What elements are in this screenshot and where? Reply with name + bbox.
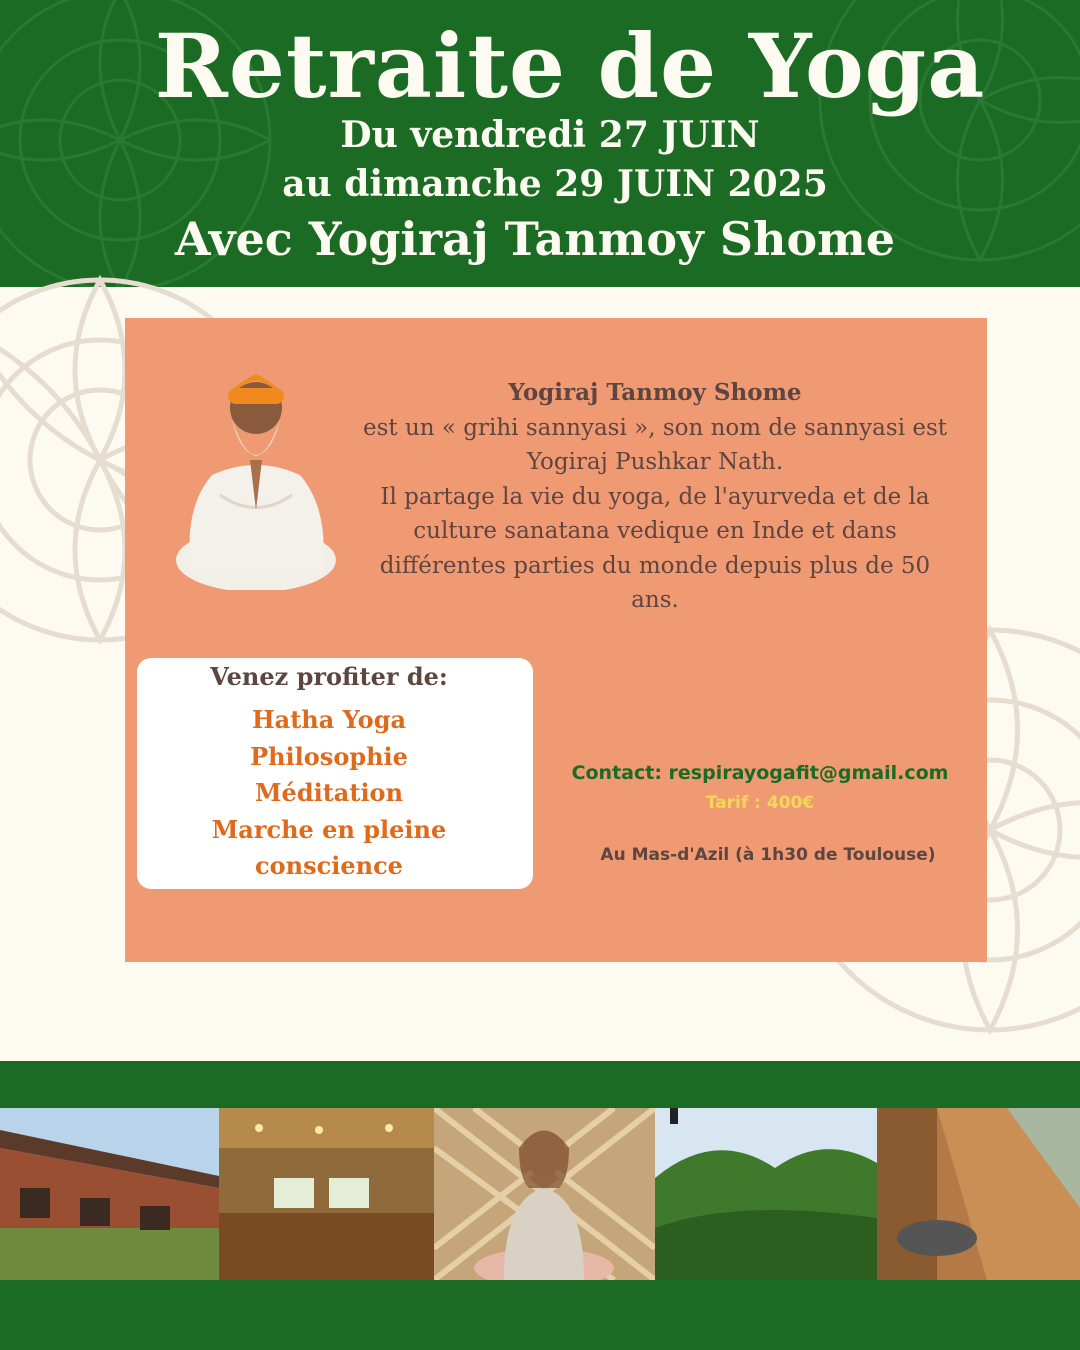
bio-line: Il partage la vie du yoga, de l'ayurveda et de la	[380, 483, 930, 510]
price-label: Tarif : 400€	[705, 793, 815, 813]
photo-strip	[0, 1108, 1080, 1280]
offerings-box	[137, 658, 533, 889]
bio-line: différentes parties du monde depuis plus de 50	[379, 552, 931, 579]
header-band	[0, 0, 1080, 287]
offering-item: Philosophie	[250, 741, 408, 771]
date-line-start: Du vendredi 27 JUIN	[340, 114, 760, 156]
offering-item: Hatha Yoga	[251, 705, 407, 734]
photo-meditation	[434, 1108, 655, 1280]
offering-item: Méditation	[254, 778, 404, 807]
photo-terrace	[877, 1108, 1080, 1280]
photo-hills	[655, 1108, 877, 1280]
bio-name: Yogiraj Tanmoy Shome	[508, 379, 802, 406]
offerings-list	[137, 702, 521, 885]
date-line-end: au dimanche 29 JUIN 2025	[282, 163, 828, 205]
page-title: Retraite de Yoga	[154, 14, 986, 118]
bio-line: ans.	[631, 587, 679, 613]
offering-item: Marche en pleine conscience	[211, 814, 447, 880]
bio-line: Yogiraj Pushkar Nath.	[526, 449, 784, 475]
bio-line: culture sanatana vedique en Inde et dans	[413, 518, 897, 544]
offerings-heading: Venez profiter de:	[210, 662, 448, 691]
contact-email[interactable]: Contact: respirayogafit@gmail.com	[571, 762, 949, 784]
photo-yoga-hall	[219, 1108, 434, 1280]
location-label: Au Mas-d'Azil (à 1h30 de Toulouse)	[600, 845, 936, 865]
bio-line: est un « grihi sannyasi », son nom de sannyasi est	[362, 414, 948, 441]
teacher-portrait	[172, 360, 340, 590]
photo-lodge	[0, 1108, 219, 1280]
teacher-biography	[330, 376, 980, 618]
teacher-line: Avec Yogiraj Tanmoy Shome	[174, 212, 896, 266]
